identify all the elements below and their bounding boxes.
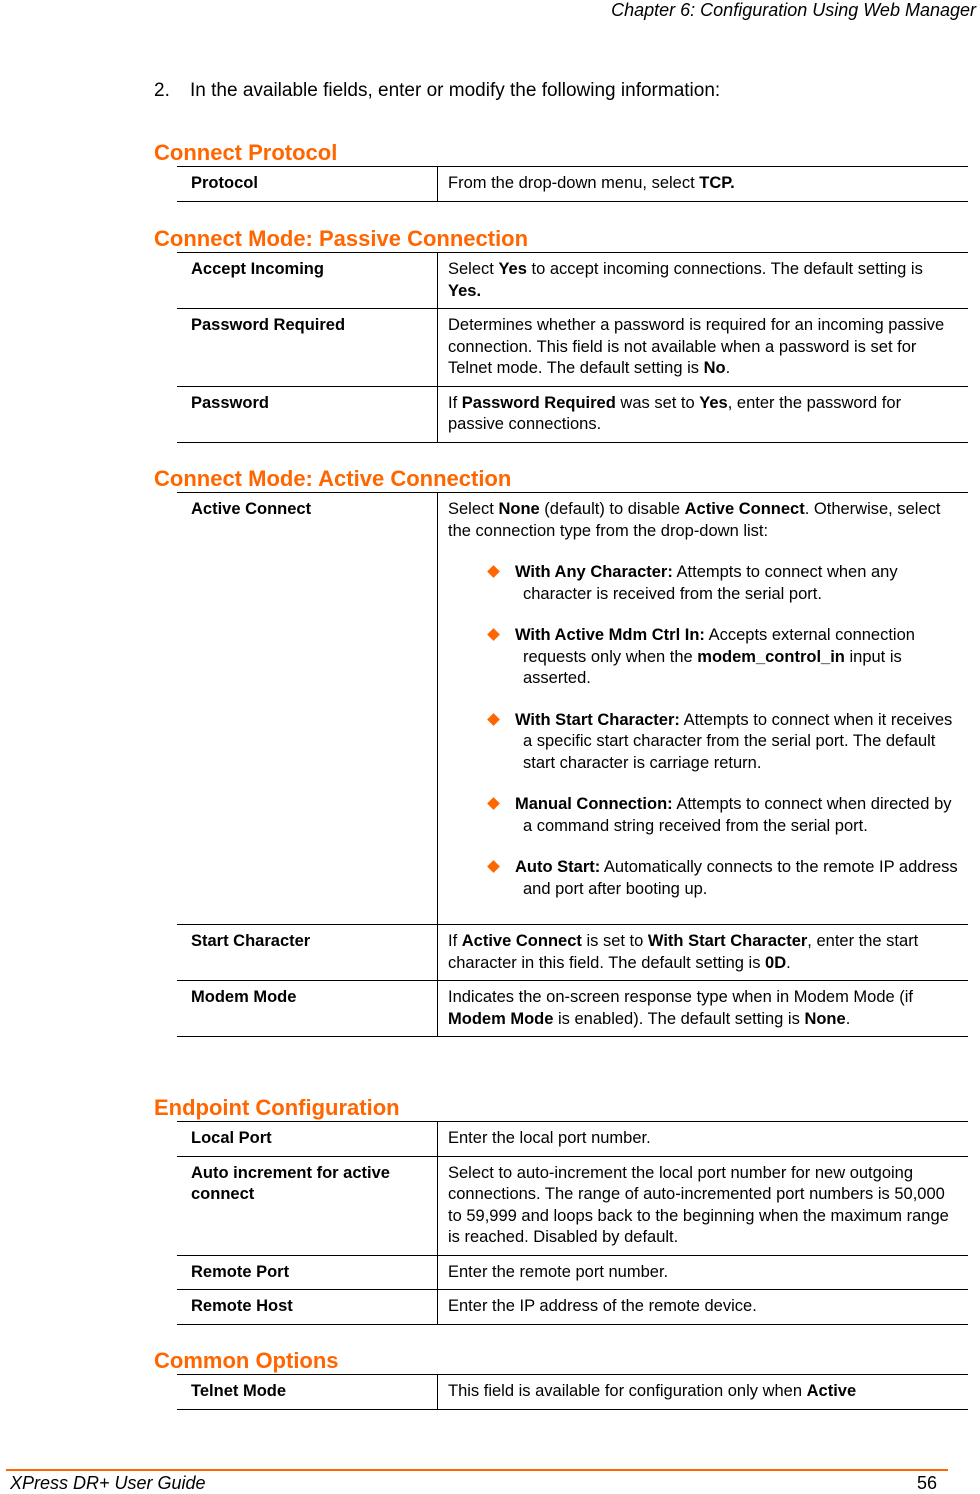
section-title-connect-protocol: Connect Protocol [154, 140, 338, 165]
section-title-active-connection: Connect Mode: Active Connection [154, 466, 512, 491]
section-title-common-options: Common Options [154, 1348, 339, 1373]
field-description: Determines whether a password is required for an incoming passive connection. This field is not available when a password is set for Telnet mode. The default setting is No. [438, 309, 969, 387]
table-row [177, 309, 968, 387]
field-label: Active Connect [177, 493, 438, 925]
field-description: Indicates the on-screen response type when in Modem Mode (if Modem Mode is enabled). The default setting is None. [438, 981, 969, 1037]
table-passive-connection [177, 252, 968, 443]
field-description: From the drop-down menu, select TCP. [438, 167, 969, 202]
bullet-item: With Any Character: Attempts to connect when any character is received from the serial port. [448, 562, 958, 605]
field-description: If Active Connect is set to With Start Character, enter the start character in this field. The default setting is 0D. [438, 925, 969, 981]
field-description: Select None (default) to disable Active Connect. Otherwise, select the connection type from the drop-down list: With Any Character: Attempts to connect when any character is received from the serial port. With Active Mdm Ctrl In: Accepts external connection requests only when the modem_control_in input is asserted. With Start Character: Attempts to connect when it receives a specific start character from the serial port. The default start character is carriage return. Manual Connection: Attempts to connect when directed by a command string received from the serial port. Auto Start: Automatically connects to the remote IP address and port after booting up. [438, 493, 969, 925]
table-common-options [177, 1374, 968, 1410]
step-text: In the available fields, enter or modify the following information: [190, 80, 721, 101]
field-description: This field is available for configuration only when Active [438, 1375, 969, 1410]
field-label: Password Required [177, 309, 438, 387]
field-description: Enter the remote port number. [438, 1255, 969, 1290]
field-label: Modem Mode [177, 981, 438, 1037]
field-label: Protocol [177, 167, 438, 202]
field-description: Enter the IP address of the remote device. [438, 1290, 969, 1325]
diamond-bullet-icon [487, 797, 500, 810]
section-title-passive-connection: Connect Mode: Passive Connection [154, 226, 529, 251]
table-row [177, 253, 968, 309]
table-row [177, 1290, 968, 1325]
table-connect-protocol [177, 166, 968, 202]
field-label: Remote Port [177, 1255, 438, 1290]
chapter-header: Chapter 6: Configuration Using Web Manager [611, 0, 976, 20]
field-label: Accept Incoming [177, 253, 438, 309]
field-description: If Password Required was set to Yes, enter the password for passive connections. [438, 386, 969, 442]
bullet-item: With Active Mdm Ctrl In: Accepts external connection requests only when the modem_control_in input is asserted. [448, 625, 958, 690]
table-row [177, 1156, 968, 1255]
field-label: Remote Host [177, 1290, 438, 1325]
table-row [177, 386, 968, 442]
bullet-item: With Start Character: Attempts to connect when it receives a specific start character from the serial port. The default start character is carriage return. [448, 710, 958, 775]
field-description: Select Yes to accept incoming connections. The default setting is Yes. [438, 253, 969, 309]
table-row [177, 981, 968, 1037]
footer-page-number: 56 [917, 1473, 938, 1493]
footer-rule [6, 1469, 948, 1471]
field-label: Local Port [177, 1122, 438, 1157]
table-row [177, 167, 968, 202]
diamond-bullet-icon [487, 628, 500, 641]
table-row [177, 1375, 968, 1410]
diamond-bullet-icon [487, 565, 500, 578]
field-description: Enter the local port number. [438, 1122, 969, 1157]
field-label: Password [177, 386, 438, 442]
diamond-bullet-icon [487, 860, 500, 873]
field-label: Auto increment for active connect [177, 1156, 438, 1255]
field-label: Start Character [177, 925, 438, 981]
table-active-connection [177, 492, 968, 1037]
field-label: Telnet Mode [177, 1375, 438, 1410]
field-description: Select to auto-increment the local port number for new outgoing connections. The range of auto-incremented port numbers is 50,000 to 59,999 and loops back to the beginning when the maximum range is reached. Disabled by default. [438, 1156, 969, 1255]
table-endpoint-configuration [177, 1121, 968, 1325]
bullet-item: Auto Start: Automatically connects to the remote IP address and port after booting up. [448, 857, 958, 900]
table-row [177, 1255, 968, 1290]
step-number: 2. [154, 80, 170, 101]
bullet-item: Manual Connection: Attempts to connect when directed by a command string received from the serial port. [448, 794, 958, 837]
section-title-endpoint-configuration: Endpoint Configuration [154, 1095, 400, 1120]
diamond-bullet-icon [487, 713, 500, 726]
table-row [177, 925, 968, 981]
intro-step [154, 80, 720, 102]
table-row [177, 493, 968, 925]
table-row [177, 1122, 968, 1157]
footer-guide-title: XPress DR+ User Guide [10, 1473, 206, 1493]
